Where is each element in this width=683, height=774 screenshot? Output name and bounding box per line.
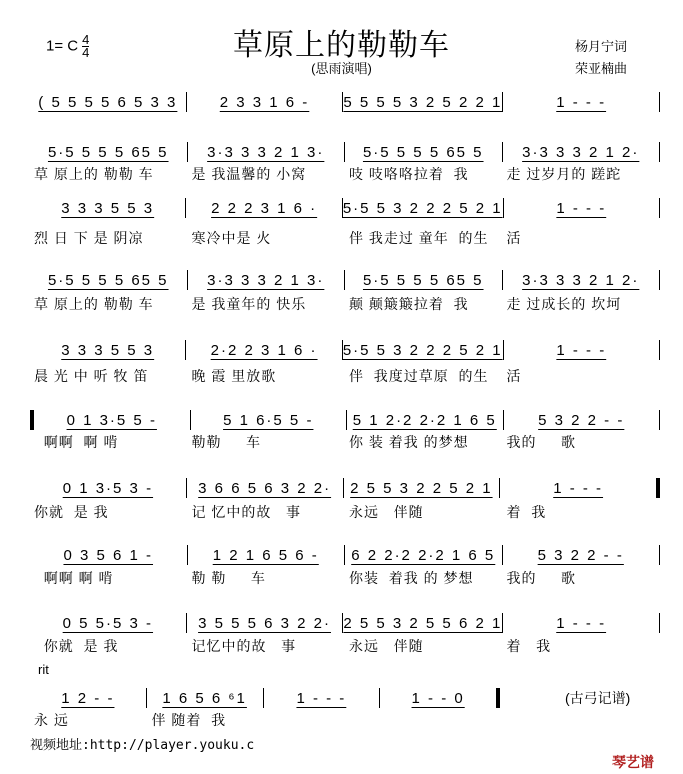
- measure: 1 - - -: [553, 479, 604, 497]
- measure: 1 - - 0: [411, 689, 465, 707]
- measure: 3 5 5 5 6 3 2 2·: [198, 614, 331, 632]
- measure: 5 1 2·2 2·2 1 6 5: [352, 411, 497, 429]
- lyric-segment: 你就 是 我: [34, 504, 109, 520]
- measure: 6 2 2·2 2·2 1 6 5: [351, 546, 496, 564]
- measure: 3 6 6 5 6 3 2 2·: [198, 479, 332, 497]
- notation-row: [30, 198, 660, 218]
- measure: 5 3 2 2 - -: [538, 411, 625, 429]
- measure: ( 5 5 5 5 6 5 3 3: [38, 93, 178, 111]
- time-top: 4: [82, 32, 90, 47]
- composer: 荣亚楠曲: [575, 61, 628, 76]
- measure: 5·5 5 5 5 65 5: [362, 271, 484, 289]
- lyric-segment: 伴 我走过 童年 的生: [349, 230, 489, 246]
- lyrics-row: [30, 502, 660, 522]
- measure: 1 6 5 6 ⁶1: [162, 689, 247, 707]
- measure: 2 2 2 3 1 6 ·: [211, 199, 318, 217]
- barline: [659, 270, 660, 290]
- lyric-segment: 勒 勒 车: [191, 570, 266, 586]
- lyric-segment: 是 我温馨的 小窝: [191, 166, 307, 182]
- time-signature: [82, 34, 89, 59]
- lyric-segment: 晨 光 中 听 牧 笛: [34, 368, 149, 384]
- barline: [659, 142, 660, 162]
- measure: 3·3 3 3 2 1 2·: [522, 271, 640, 289]
- measure: 3·3 3 3 2 1 3·: [207, 271, 325, 289]
- measure: 3 3 3 5 5 3: [61, 199, 155, 217]
- measure: 5 5 5 5 3 2 5 2 2 1: [343, 93, 503, 111]
- barline: [659, 613, 660, 633]
- lyric-segment: 我的 歌: [506, 570, 576, 586]
- lyric-segment: 是 我童年的 快乐: [191, 296, 307, 312]
- lyric-segment: 走 过岁月的 蹉跎: [506, 166, 622, 182]
- measure: 0 5 5·5 3 -: [62, 614, 154, 632]
- measure: 2 3 3 1 6 -: [219, 93, 310, 111]
- lyrics-row: [30, 710, 500, 730]
- notation-row: [30, 613, 660, 633]
- lyric-segment: [265, 710, 383, 730]
- notation-row: [30, 340, 660, 360]
- lyrics-row: [30, 366, 660, 386]
- rit-marking: rit: [38, 662, 49, 677]
- lyric-segment: 啊啊 啊 啃: [34, 434, 119, 450]
- measure: 5·5 5 5 5 65 5: [47, 271, 169, 289]
- measure: 5·5 5 5 5 65 5: [362, 143, 484, 161]
- measure: 0 1 3·5 3 -: [62, 479, 154, 497]
- measure: 1 - - -: [556, 199, 607, 217]
- measure: 1 - - -: [556, 341, 607, 359]
- lyric-segment: 草 原上的 勒勒 车: [34, 166, 154, 182]
- lyric-segment: 活: [506, 230, 522, 246]
- lyric-segment: 啊啊 啊 啃: [34, 570, 114, 586]
- end-barline: [656, 478, 660, 498]
- lyric-segment: 烈 日 下 是 阴凉: [34, 230, 144, 246]
- lyricist: 杨月宁词: [575, 39, 628, 54]
- lyric-segment: 永 远: [34, 712, 69, 728]
- notation-row: [30, 92, 660, 112]
- measure: 5·5 5 3 2 2 2 5 2 1: [342, 199, 503, 217]
- lyric-segment: 走 过成长的 坎坷: [506, 296, 622, 312]
- song-title: 草原上的勒勒车: [233, 29, 450, 62]
- notation-row: [30, 270, 660, 290]
- lyrics-row: [30, 228, 660, 248]
- lyrics-row: [30, 294, 660, 314]
- measure: 1 - - -: [556, 93, 607, 111]
- measure: 5·5 5 5 5 65 5: [47, 143, 169, 161]
- measure: 0 3 5 6 1 -: [63, 546, 154, 564]
- lyrics-row: [30, 568, 660, 588]
- video-link[interactable]: 视频地址:http://player.youku.c: [30, 738, 255, 753]
- singer: (思雨演唱): [311, 61, 372, 76]
- measure: 2·2 2 3 1 6 ·: [210, 341, 318, 359]
- measure: 1 - - -: [296, 689, 347, 707]
- measure: 5 3 2 2 - -: [537, 546, 624, 564]
- end-barline: [496, 688, 500, 708]
- watermark-logo: 琴艺谱: [612, 754, 654, 770]
- lyric-segment: 草 原上的 勒勒 车: [34, 296, 154, 312]
- measure: 5·5 5 3 2 2 2 5 2 1: [342, 341, 503, 359]
- measure: 3·3 3 3 2 1 2·: [522, 143, 640, 161]
- lyric-segment: 伴 我度过草原 的生: [349, 368, 489, 384]
- lyric-segment: 寒冷中是 火: [191, 230, 272, 246]
- measure: 1 - - -: [556, 614, 607, 632]
- measure: 1 2 - -: [61, 689, 115, 707]
- measure: 2 5 5 3 2 5 5 6 2 1: [343, 614, 503, 632]
- lyric-segment: 永远 伴随: [349, 638, 424, 654]
- time-bottom: 4: [82, 45, 90, 60]
- measure: 1 2 1 6 5 6 -: [212, 546, 319, 564]
- barline: [659, 340, 660, 360]
- lyric-segment: 记忆中的故 事: [191, 638, 297, 654]
- lyric-segment: 你就 是 我: [34, 638, 119, 654]
- lyric-segment: [383, 710, 501, 730]
- lyrics-row: [30, 432, 660, 452]
- barline: [659, 92, 660, 112]
- barline: [659, 198, 660, 218]
- notation-row: [30, 142, 660, 162]
- barline: [659, 545, 660, 565]
- measure: 3 3 3 5 5 3: [61, 341, 155, 359]
- lyric-segment: 记 忆中的故 事: [191, 504, 302, 520]
- notation-row: [30, 688, 500, 708]
- notation-row: [30, 410, 660, 430]
- lyric-segment: 我的 歌: [506, 434, 576, 450]
- transcriber-note: (古弓记谱): [565, 690, 631, 706]
- barline: [659, 410, 660, 430]
- measure: 2 5 5 3 2 2 5 2 1: [350, 479, 493, 497]
- lyric-segment: 勒勒 车: [191, 434, 261, 450]
- lyric-segment: 伴 随着 我: [151, 712, 227, 728]
- measure: 5 1 6·5 5 -: [223, 411, 314, 429]
- lyric-segment: 你装 着我 的 梦想: [349, 570, 474, 586]
- key-label: 1= C: [46, 37, 79, 55]
- lyric-segment: 着 我: [506, 504, 547, 520]
- notation-row: [30, 478, 660, 498]
- lyric-segment: 着 我: [506, 638, 552, 654]
- lyric-segment: 你 装 着我 的梦想: [349, 434, 469, 450]
- lyric-segment: 颠 颠簸簸拉着 我: [349, 296, 469, 312]
- measure: 3·3 3 3 2 1 3·: [207, 143, 325, 161]
- lyric-segment: 永远 伴随: [349, 504, 424, 520]
- lyrics-row: [30, 636, 660, 656]
- lyric-segment: 晚 霞 里放歌: [191, 368, 277, 384]
- lyric-segment: 活: [506, 368, 522, 384]
- notation-row: [30, 545, 660, 565]
- lyric-segment: 吱 吱咯咯拉着 我: [349, 166, 469, 182]
- measure: 0 1 3·5 5 -: [66, 411, 157, 429]
- lyrics-row: [30, 164, 660, 184]
- key-signature: [46, 34, 89, 59]
